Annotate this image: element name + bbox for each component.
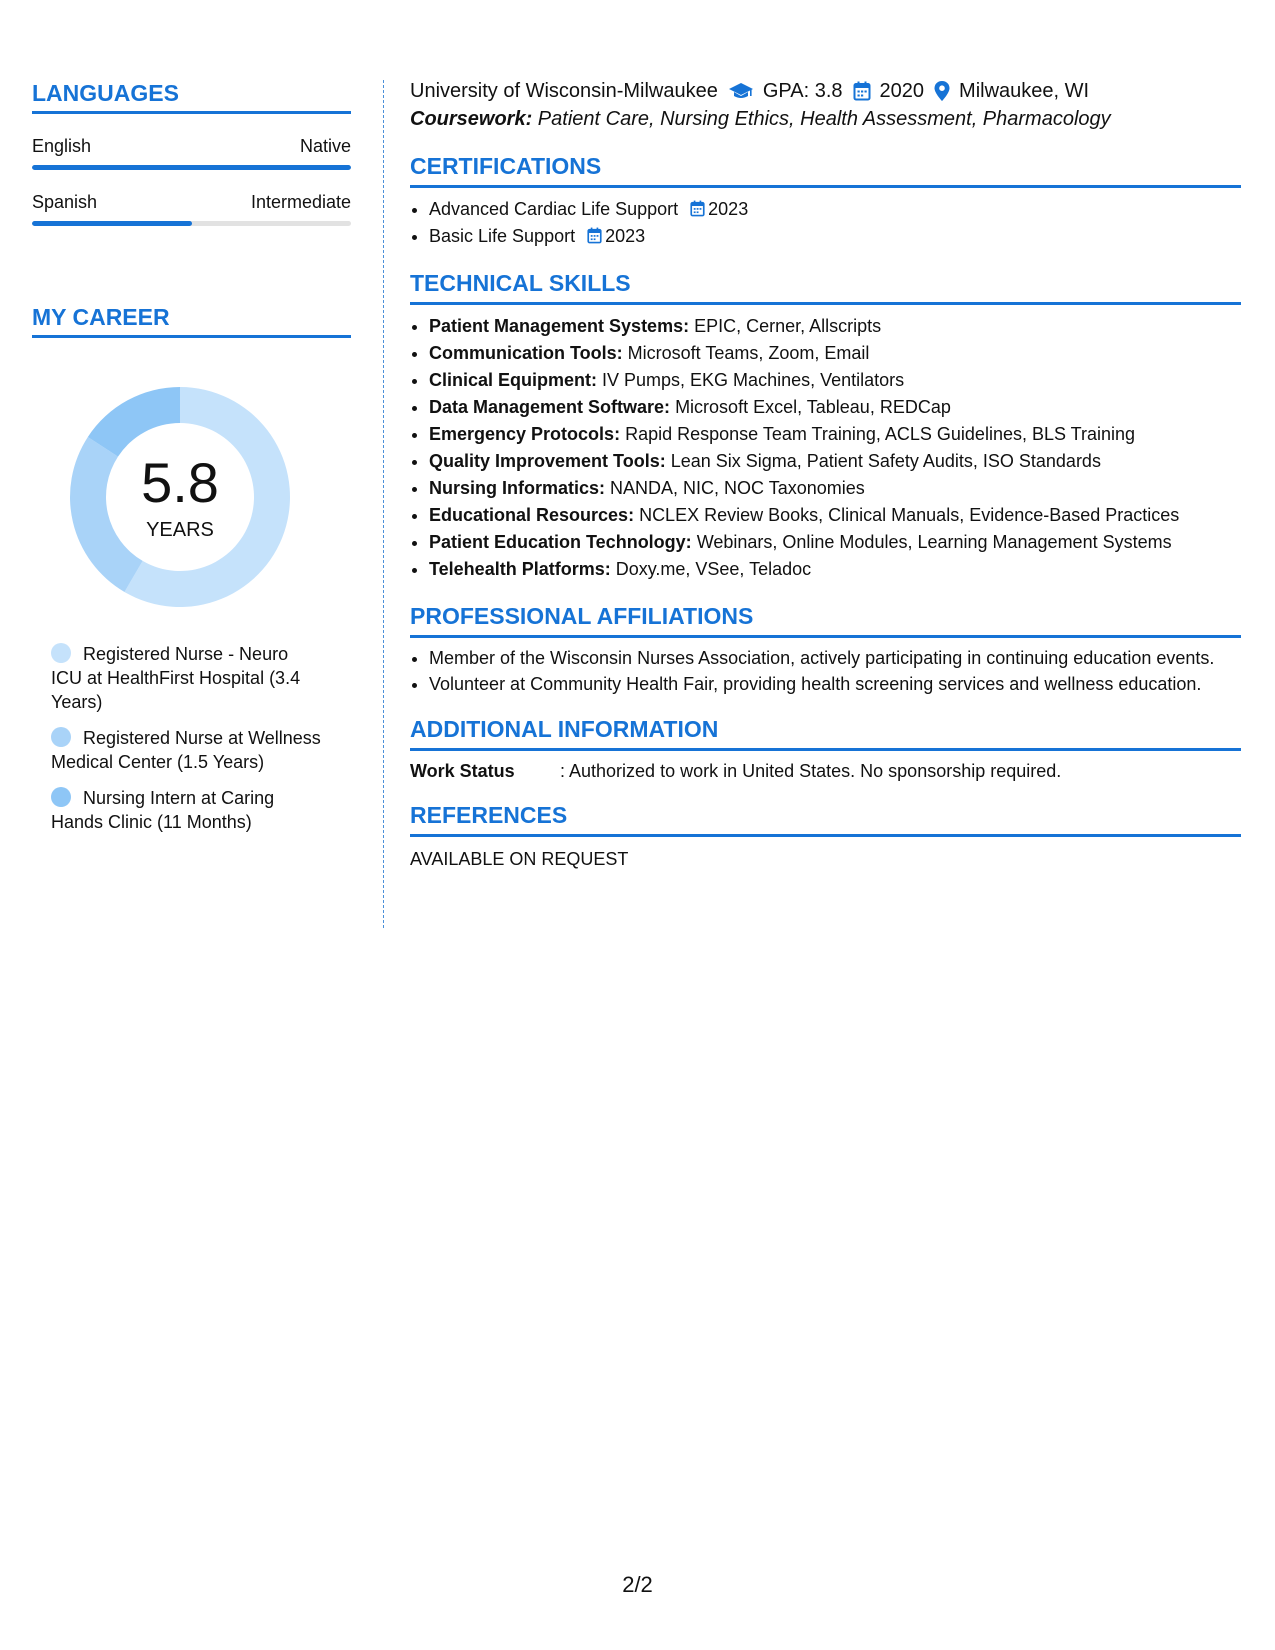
list-item: • Volunteer at Community Health Fair, providing health screening services and wellness education.: [429, 672, 1241, 696]
skill-value: Webinars, Online Modules, Learning Management Systems: [691, 532, 1172, 552]
legend-dot: [51, 727, 71, 747]
skill-value: Lean Six Sigma, Patient Safety Audits, ISO Standards: [665, 451, 1101, 471]
legend-dot: [51, 787, 71, 807]
skill-label: Emergency Protocols:: [429, 424, 621, 444]
references-section: [410, 802, 1241, 870]
calendar-icon: [690, 200, 705, 217]
education-coursework: [410, 108, 1241, 131]
affiliations-list: [410, 646, 1241, 696]
coursework-label: Coursework:: [410, 108, 533, 130]
legend-label: Registered Nurse - Neuro ICU at HealthFirst Hospital (3.4 Years): [51, 644, 301, 712]
career-section: [32, 304, 351, 834]
skill-value: Microsoft Excel, Tableau, REDCap: [670, 397, 951, 417]
left-column: [32, 80, 351, 846]
skill-value: Microsoft Teams, Zoom, Email: [622, 343, 870, 363]
coursework-value: Patient Care, Nursing Ethics, Health Assessment, Pharmacology: [532, 108, 1111, 130]
education-gpa: GPA: 3.8: [762, 79, 843, 102]
language-level: Intermediate: [250, 192, 351, 212]
certification-year: 2023: [708, 199, 749, 219]
calendar-icon: [853, 81, 871, 101]
list-item: • Member of the Wisconsin Nurses Association, actively participating in continuing education events.: [429, 646, 1241, 670]
list-item: [429, 421, 1241, 448]
language-proficiency-bar: [32, 165, 351, 170]
skills-section: [410, 270, 1241, 583]
affiliations-title: PROFESSIONAL AFFILIATIONS: [410, 603, 1241, 638]
skill-label: Patient Management Systems:: [429, 316, 690, 336]
certifications-title: CERTIFICATIONS: [410, 153, 1241, 188]
skill-label: Communication Tools:: [429, 343, 623, 363]
skill-label: Data Management Software:: [429, 397, 671, 417]
education-entry: [410, 76, 1241, 131]
right-column: [410, 76, 1241, 870]
career-title: MY CAREER: [32, 304, 351, 338]
certifications-list: [410, 196, 1241, 250]
career-donut-chart: [65, 382, 295, 612]
language-spanish: [32, 192, 351, 226]
legend-item: [51, 726, 321, 774]
skill-label: Quality Improvement Tools:: [429, 451, 666, 471]
column-divider: [383, 80, 384, 928]
list-item: [429, 340, 1241, 367]
location-pin-icon: [934, 81, 950, 101]
language-name: Spanish: [32, 192, 98, 212]
education-year: 2020: [879, 79, 925, 102]
list-item: [429, 394, 1241, 421]
additional-info-title: ADDITIONAL INFORMATION: [410, 716, 1241, 751]
list-item: [429, 475, 1241, 502]
list-item: [429, 367, 1241, 394]
skill-value: NANDA, NIC, NOC Taxonomies: [605, 478, 865, 498]
career-total-value: 5.8: [141, 451, 219, 514]
skill-value: Rapid Response Team Training, ACLS Guidelines, BLS Training: [620, 424, 1136, 444]
language-name: English: [32, 136, 92, 156]
legend-item: [51, 642, 321, 714]
skill-label: Clinical Equipment:: [429, 370, 598, 390]
certification-year: 2023: [605, 226, 646, 246]
language-proficiency-bar: [32, 221, 351, 226]
skills-list: [410, 313, 1241, 583]
languages-section: [32, 80, 351, 226]
language-level: Native: [299, 136, 351, 156]
list-item: [429, 556, 1241, 583]
language-proficiency-fill: [32, 221, 192, 226]
career-total-unit: YEARS: [146, 519, 214, 541]
language-proficiency-fill: [32, 165, 351, 170]
languages-title: LANGUAGES: [32, 80, 351, 114]
skill-value: IV Pumps, EKG Machines, Ventilators: [597, 370, 905, 390]
legend-dot: [51, 643, 71, 663]
legend-label: Nursing Intern at Caring Hands Clinic (11 Months): [51, 788, 275, 832]
skill-label: Patient Education Technology:: [429, 532, 692, 552]
education-school: University of Wisconsin-Milwaukee: [410, 79, 718, 102]
list-item: [429, 313, 1241, 340]
certification-name: Advanced Cardiac Life Support: [429, 199, 679, 219]
career-legend: [51, 642, 321, 834]
work-status-value: : Authorized to work in United States. No sponsorship required.: [560, 761, 1062, 781]
skill-value: Doxy.me, VSee, Teladoc: [610, 559, 812, 579]
certification-name: Basic Life Support: [429, 226, 576, 246]
skills-title: TECHNICAL SKILLS: [410, 270, 1241, 305]
page-number: 2/2: [622, 1572, 653, 1597]
graduation-cap-icon: [728, 81, 754, 101]
list-item: [429, 502, 1241, 529]
list-item: [429, 196, 1241, 223]
affiliations-section: [410, 603, 1241, 696]
calendar-icon: [587, 227, 602, 244]
list-item: [429, 529, 1241, 556]
references-title: REFERENCES: [410, 802, 1241, 837]
list-item: [429, 223, 1241, 250]
list-item: [429, 448, 1241, 475]
work-status-row: [410, 761, 1241, 782]
legend-label: Registered Nurse at Wellness Medical Center (1.5 Years): [51, 728, 321, 772]
work-status-label: Work Status: [410, 761, 515, 781]
skill-value: EPIC, Cerner, Allscripts: [689, 316, 882, 336]
additional-info-section: [410, 716, 1241, 782]
certifications-section: [410, 153, 1241, 250]
skill-value: NCLEX Review Books, Clinical Manuals, Evidence-Based Practices: [634, 505, 1180, 525]
legend-item: [51, 786, 321, 834]
references-text: AVAILABLE ON REQUEST: [410, 849, 629, 869]
skill-label: Nursing Informatics:: [429, 478, 606, 498]
language-english: [32, 136, 351, 170]
skill-label: Educational Resources:: [429, 505, 635, 525]
education-location: Milwaukee, WI: [959, 79, 1090, 102]
skill-label: Telehealth Platforms:: [429, 559, 611, 579]
